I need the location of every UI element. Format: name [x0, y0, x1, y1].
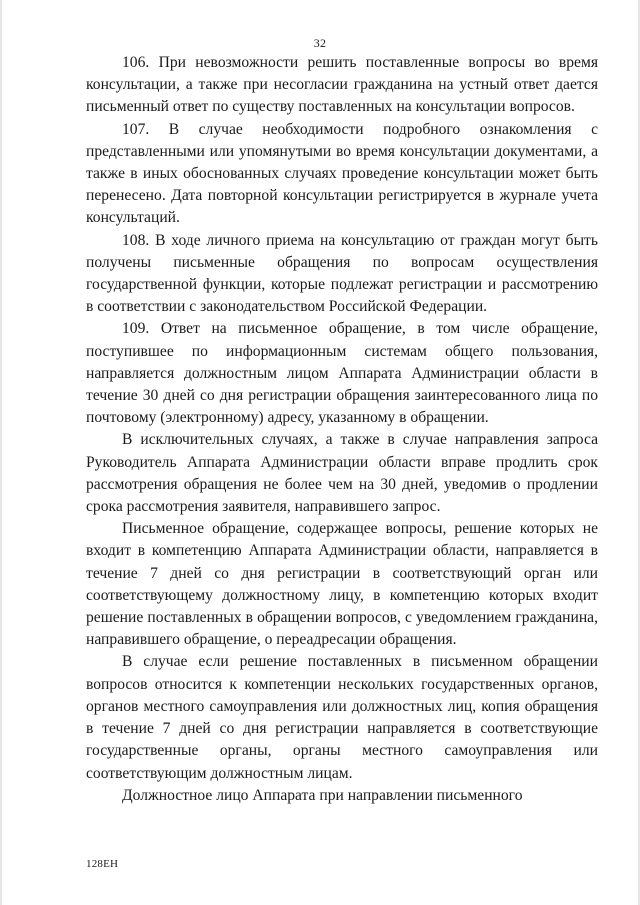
paragraph-redirection: Письменное обращение, содержащее вопросы, решение которых не входит в компетенцию Аппарата Администрации области, направляется в течение 7 дней со дня регистрации в соответствующий орган или соответствующему должностному лицу, в компетенцию которых входит решение поставленных в обращении вопросов, с уведомлением гражданина, направившего обращение, о переадресации обращения. — [86, 520, 598, 649]
paragraph-extension: В исключительных случаях, а также в случае направления запроса Руководитель Аппарата Администрации области вправе продлить срок рассмотрения обращения не более чем на 30 дней, уведомив о продлении срока рассмотрения заявителя, направившего запрос. — [86, 431, 598, 516]
paragraph-108: 108. В ходе личного приема на консультацию от граждан могут быть получены письменные обращения по вопросам осуществления государственной функции, которые подлежат регистрации и рассмотрению в соответствии с законодательством Российской Федерации. — [86, 231, 598, 316]
paragraph-106: 106. При невозможности решить поставленные вопросы во время консультации, а также при несогласии гражданина на устный ответ дается письменный ответ по существу поставленных на консультации вопросов. — [86, 54, 598, 116]
paragraph-109: 109. Ответ на письменное обращение, в том числе обращение, поступившее по информационным системам общего пользования, направляется должностным лицом Аппарата Администрации области в течение 30 дней со дня регистрации обращения заинтересованного лица по почтовому (электронному) адресу, указанному в обращении. — [86, 320, 598, 427]
page-number: 32 — [313, 36, 327, 50]
paragraph-official-direction: Должностное лицо Аппарата при направлении письменного — [122, 786, 523, 804]
document-body — [86, 52, 598, 807]
footer-document-code: 128ЕН — [86, 858, 119, 870]
paragraph-multiple-authorities: В случае если решение поставленных в письменном обращении вопросов относится к компетенции нескольких государственных органов, органов местного самоуправления или должностных лиц, копия обращения в течение 7 дней со дня регистрации направляется в соответствующие государственные органы, органы местного самоуправления или соответствующим должностным лицам. — [86, 653, 598, 782]
scan-edge-left — [0, 0, 2, 905]
paragraph-107: 107. В случае необходимости подробного ознакомления с представленными или упомянутыми во время консультации документами, а также в иных обоснованных случаях проведение консультации может быть перенесено. Дата повторной консультации регистрируется в журнале учета консультаций. — [86, 120, 598, 227]
